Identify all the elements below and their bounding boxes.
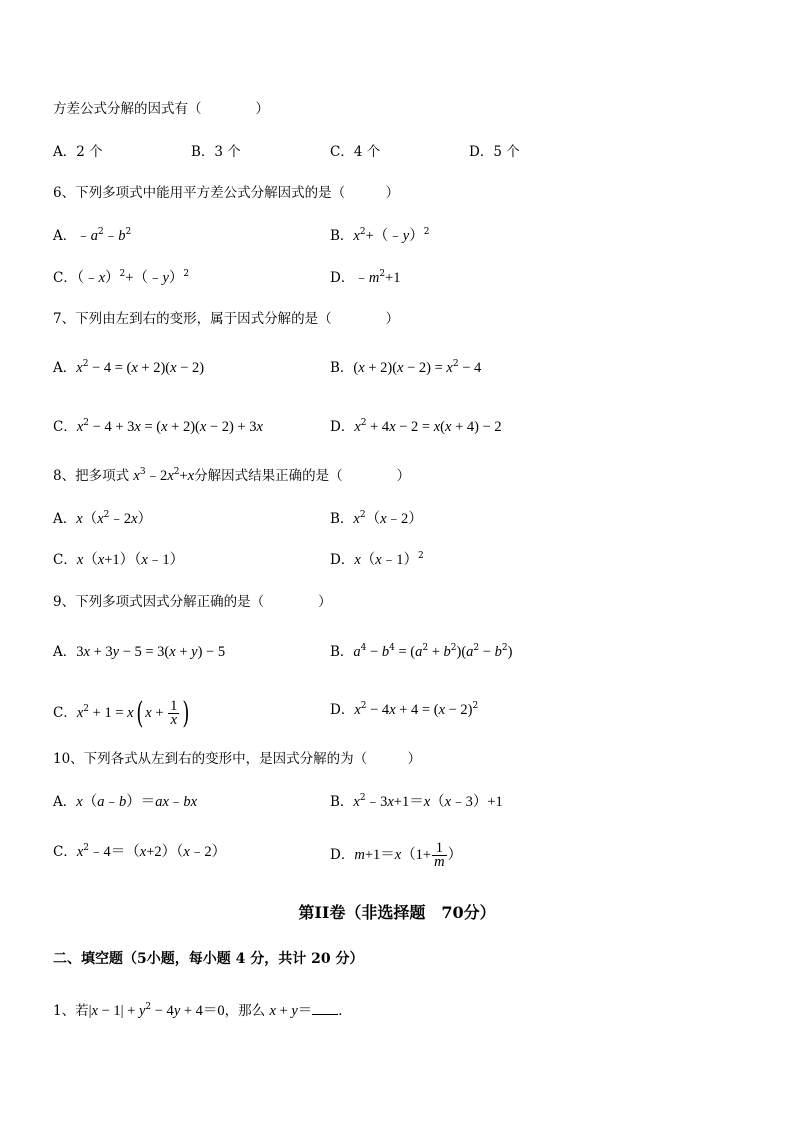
q8-stem: 8、把多项式 $x^3﹣2x^2+x$分解因式结果正确的是（ ） [53, 467, 411, 484]
q10-option-c: C．$x^2﹣4=(x+2)(x﹣2)$ [53, 843, 227, 860]
q7-option-d: D．$x^2 + 4x - 2 = x(x + 4) - 2$ [330, 418, 502, 435]
q7-stem: 7、下列由左到右的变形，属于因式分解的是（ ） [53, 311, 400, 327]
q6-option-c: C．（﹣x）$^2$+（﹣y）$^2$ [53, 269, 190, 286]
q9-option-b: B．$a^4 - b^4 = (a^2 + b^2)(a^2 - b^2)$ [330, 643, 513, 660]
answer-blank [312, 1000, 338, 1015]
q8-option-a: A．$x(x^2﹣2x)$ [53, 510, 153, 527]
q5-option-c: C．4 个 [330, 144, 381, 160]
q8-option-d: D．x（x﹣1）$^2$ [330, 551, 424, 568]
q10-option-b: B．$x^2﹣3x+1=x(x﹣3)+1$ [330, 793, 503, 810]
fill-question-1: 1、若$|x - 1| + y^2 - 4y + 4=0$，那么 x + y＝ ． [53, 1002, 352, 1019]
q6-option-d: D．$﹣m^2+1$ [330, 269, 401, 286]
q9-option-a: A．3x + 3y − 5 = 3(x + y) − 5 [53, 644, 226, 660]
q6-option-a: A．$﹣a^2﹣b^2$ [53, 227, 132, 244]
q9-option-c: C．$x^2 + 1 = x$( x + $\frac{1}{x}$ ) [53, 695, 190, 731]
q5-option-b: B．3 个 [191, 144, 241, 160]
section-2-title: 第II卷（非选择题 70分） [298, 903, 496, 922]
section-2-subtitle: 二、填空题（5小题，每小题 4 分，共计 20 分） [53, 951, 364, 967]
q8-option-b: B．$x^2(x﹣2)$ [330, 510, 423, 527]
q7-option-b: B．$(x + 2)(x - 2) = x^2 - 4$ [330, 359, 482, 376]
q7-option-a: A．$x^2 - 4 = (x + 2)(x - 2)$ [53, 359, 205, 376]
q10-stem: 10、下列各式从左到右的变形中，是因式分解的为（ ） [53, 751, 422, 767]
q9-option-d: D．$x^2 - 4x + 4 = (x - 2)^2$ [330, 701, 479, 718]
q8-option-c: C．x（x+1）（x﹣1） [53, 552, 185, 568]
q7-option-c: C．$x^2 - 4 + 3x = (x + 2)(x - 2) + 3x$ [53, 418, 263, 435]
q5-option-a: A．2 个 [53, 144, 103, 160]
q6-option-b: B．$x^2+(﹣y)^2$ [330, 227, 430, 244]
q10-option-a: A．x（a﹣b）＝ax﹣bx [53, 794, 198, 810]
q10-option-d: D．m+1＝x（1+ $\frac{1}{m}$ ） [330, 840, 463, 870]
q6-stem: 6、下列多项式中能用平方差公式分解因式的是（ ） [53, 185, 400, 201]
q9-stem: 9、下列多项式因式分解正确的是（ ） [53, 594, 332, 610]
q5-option-d: D．5 个 [469, 144, 520, 160]
question-intro-text: 方差公式分解的因式有（ ） [53, 101, 269, 117]
